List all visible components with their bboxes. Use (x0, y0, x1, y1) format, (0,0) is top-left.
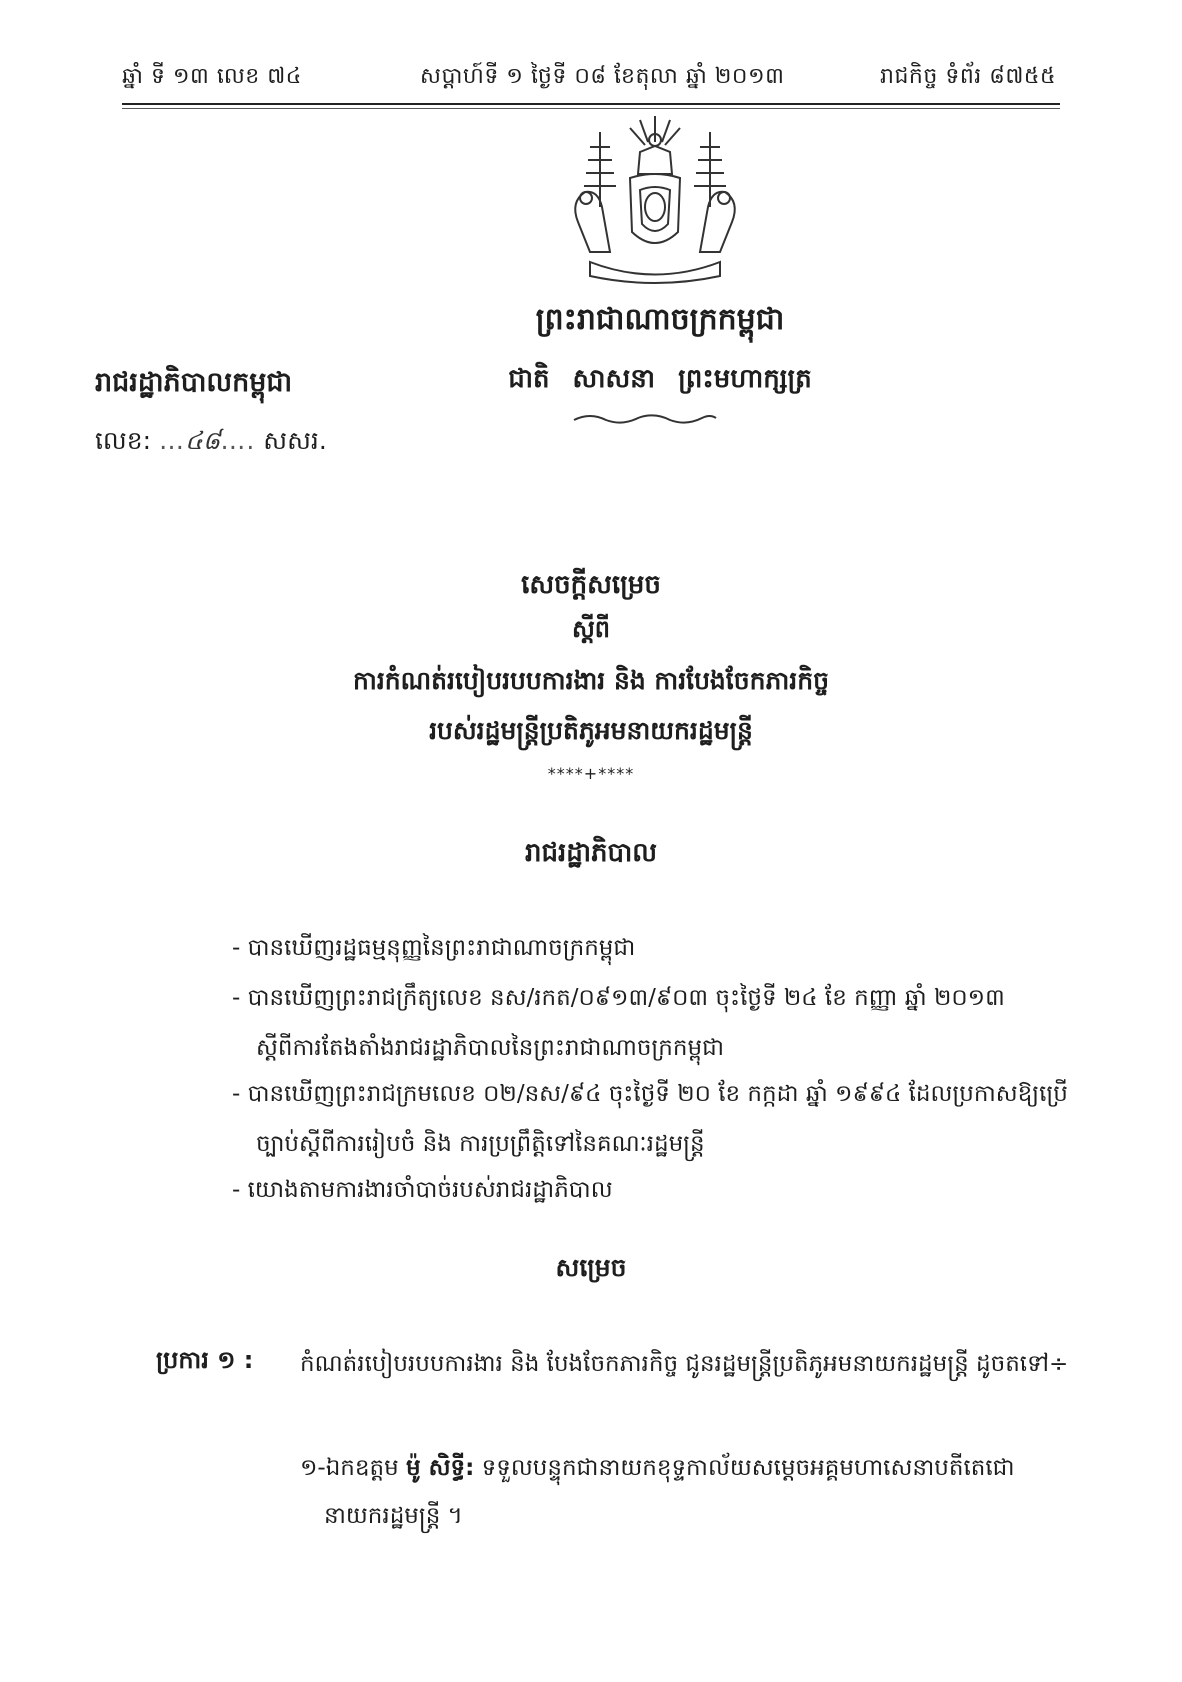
document-number: លេខ: …៤៨…. សសរ. (95, 426, 327, 455)
number-suffix: សសរ. (263, 426, 327, 455)
separator: ****+**** (547, 764, 635, 783)
consideration-item: - បានឃើញព្រះរាជក្រឹត្យលេខ នស/រកត/០៩១៣/៩០៣ ចុះថ្ងៃទី ២៤ ខែ កញ្ញា ឆ្នាំ ២០១៣ ស្តីពីការតែងតាំងរាជរដ្ឋាភិបាលនៃព្រះរាជាណាចក្រកម្ពុជា (232, 985, 1005, 1061)
issuing-authority: រាជរដ្ឋាភិបាលកម្ពុជា (95, 367, 293, 398)
item-duty-continued: នាយករដ្ឋមន្ត្រី ។ (324, 1503, 463, 1529)
article-1-item-1 (300, 1444, 1082, 1540)
number-handwritten: ៤៨ (184, 426, 221, 455)
consideration-item: - យោងតាមការងារចាំបាច់របស់រាជរដ្ឋាភិបាល (232, 1177, 613, 1203)
kingdom-name: ព្រះរាជាណាចក្រកម្ពុជា (535, 302, 785, 337)
national-motto: ជាតិ សាសនា ព្រះមហាក្សត្រ (508, 364, 812, 394)
gazette-year-issue: ឆ្នាំ ទី ១៣ លេខ ៧៤ (122, 64, 302, 89)
article-1-label: ប្រការ ១ : (156, 1346, 254, 1374)
number-label: លេខ: (95, 426, 152, 455)
item-prefix: ១-ឯកឧត្តម (300, 1455, 399, 1481)
about-label: ស្តីពី (571, 615, 611, 643)
consideration-item: - បានឃើញរដ្ឋធម្មនុញ្ញនៃព្រះរាជាណាចក្រកម្ពុជា (232, 935, 636, 961)
official-name: ម៉ូ សិទ្ធី: (406, 1455, 475, 1481)
document-type: សេចក្តីសម្រេច (521, 570, 661, 600)
gazette-date: សប្តាហ៍ទី ១ ថ្ងៃទី ០៨ ខែតុលា ឆ្នាំ ២០១៣ (420, 64, 785, 89)
item-duty: ទទួលបន្ទុកជានាយកខុទ្ទកាល័យសម្តេចអគ្គមហាសេនាបតីតេជោ (481, 1455, 1015, 1481)
article-1-text: កំណត់របៀបរបបការងារ និង បែងចែកភារកិច្ច ជូនរដ្ឋមន្ត្រីប្រតិភូអមនាយករដ្ឋមន្ត្រី ដូចតទៅ÷ (300, 1351, 1069, 1377)
header-rule (122, 103, 1060, 105)
royal-coat-of-arms-icon (560, 112, 750, 290)
subject-line-1: ការកំណត់របៀបរបបការងារ និង ការបែងចែកភារកិច្ច (353, 666, 829, 695)
ornament-divider-icon (570, 410, 720, 426)
decision-heading: សម្រេច (555, 1253, 627, 1282)
consideration-item: - បានឃើញព្រះរាជក្រមលេខ ០២/នស/៩៤ ចុះថ្ងៃទី ២០ ខែ កក្កដា ឆ្នាំ ១៩៩៤ ដែលប្រកាសឱ្យប្រើ ច្បាប់ស្តីពីការរៀបចំ និង ការប្រព្រឹត្តិទៅនៃគណៈរដ្ឋមន្ត្រី (232, 1081, 1068, 1157)
authority-heading: រាជរដ្ឋាភិបាល (524, 838, 658, 868)
gazette-page-number: រាជកិច្ច ទំព័រ ៨៧៥៥ (880, 64, 1057, 89)
header-rule-thin (122, 108, 1060, 109)
subject-line-2: របស់រដ្ឋមន្ត្រីប្រតិភូអមនាយករដ្ឋមន្ត្រី (429, 716, 753, 745)
